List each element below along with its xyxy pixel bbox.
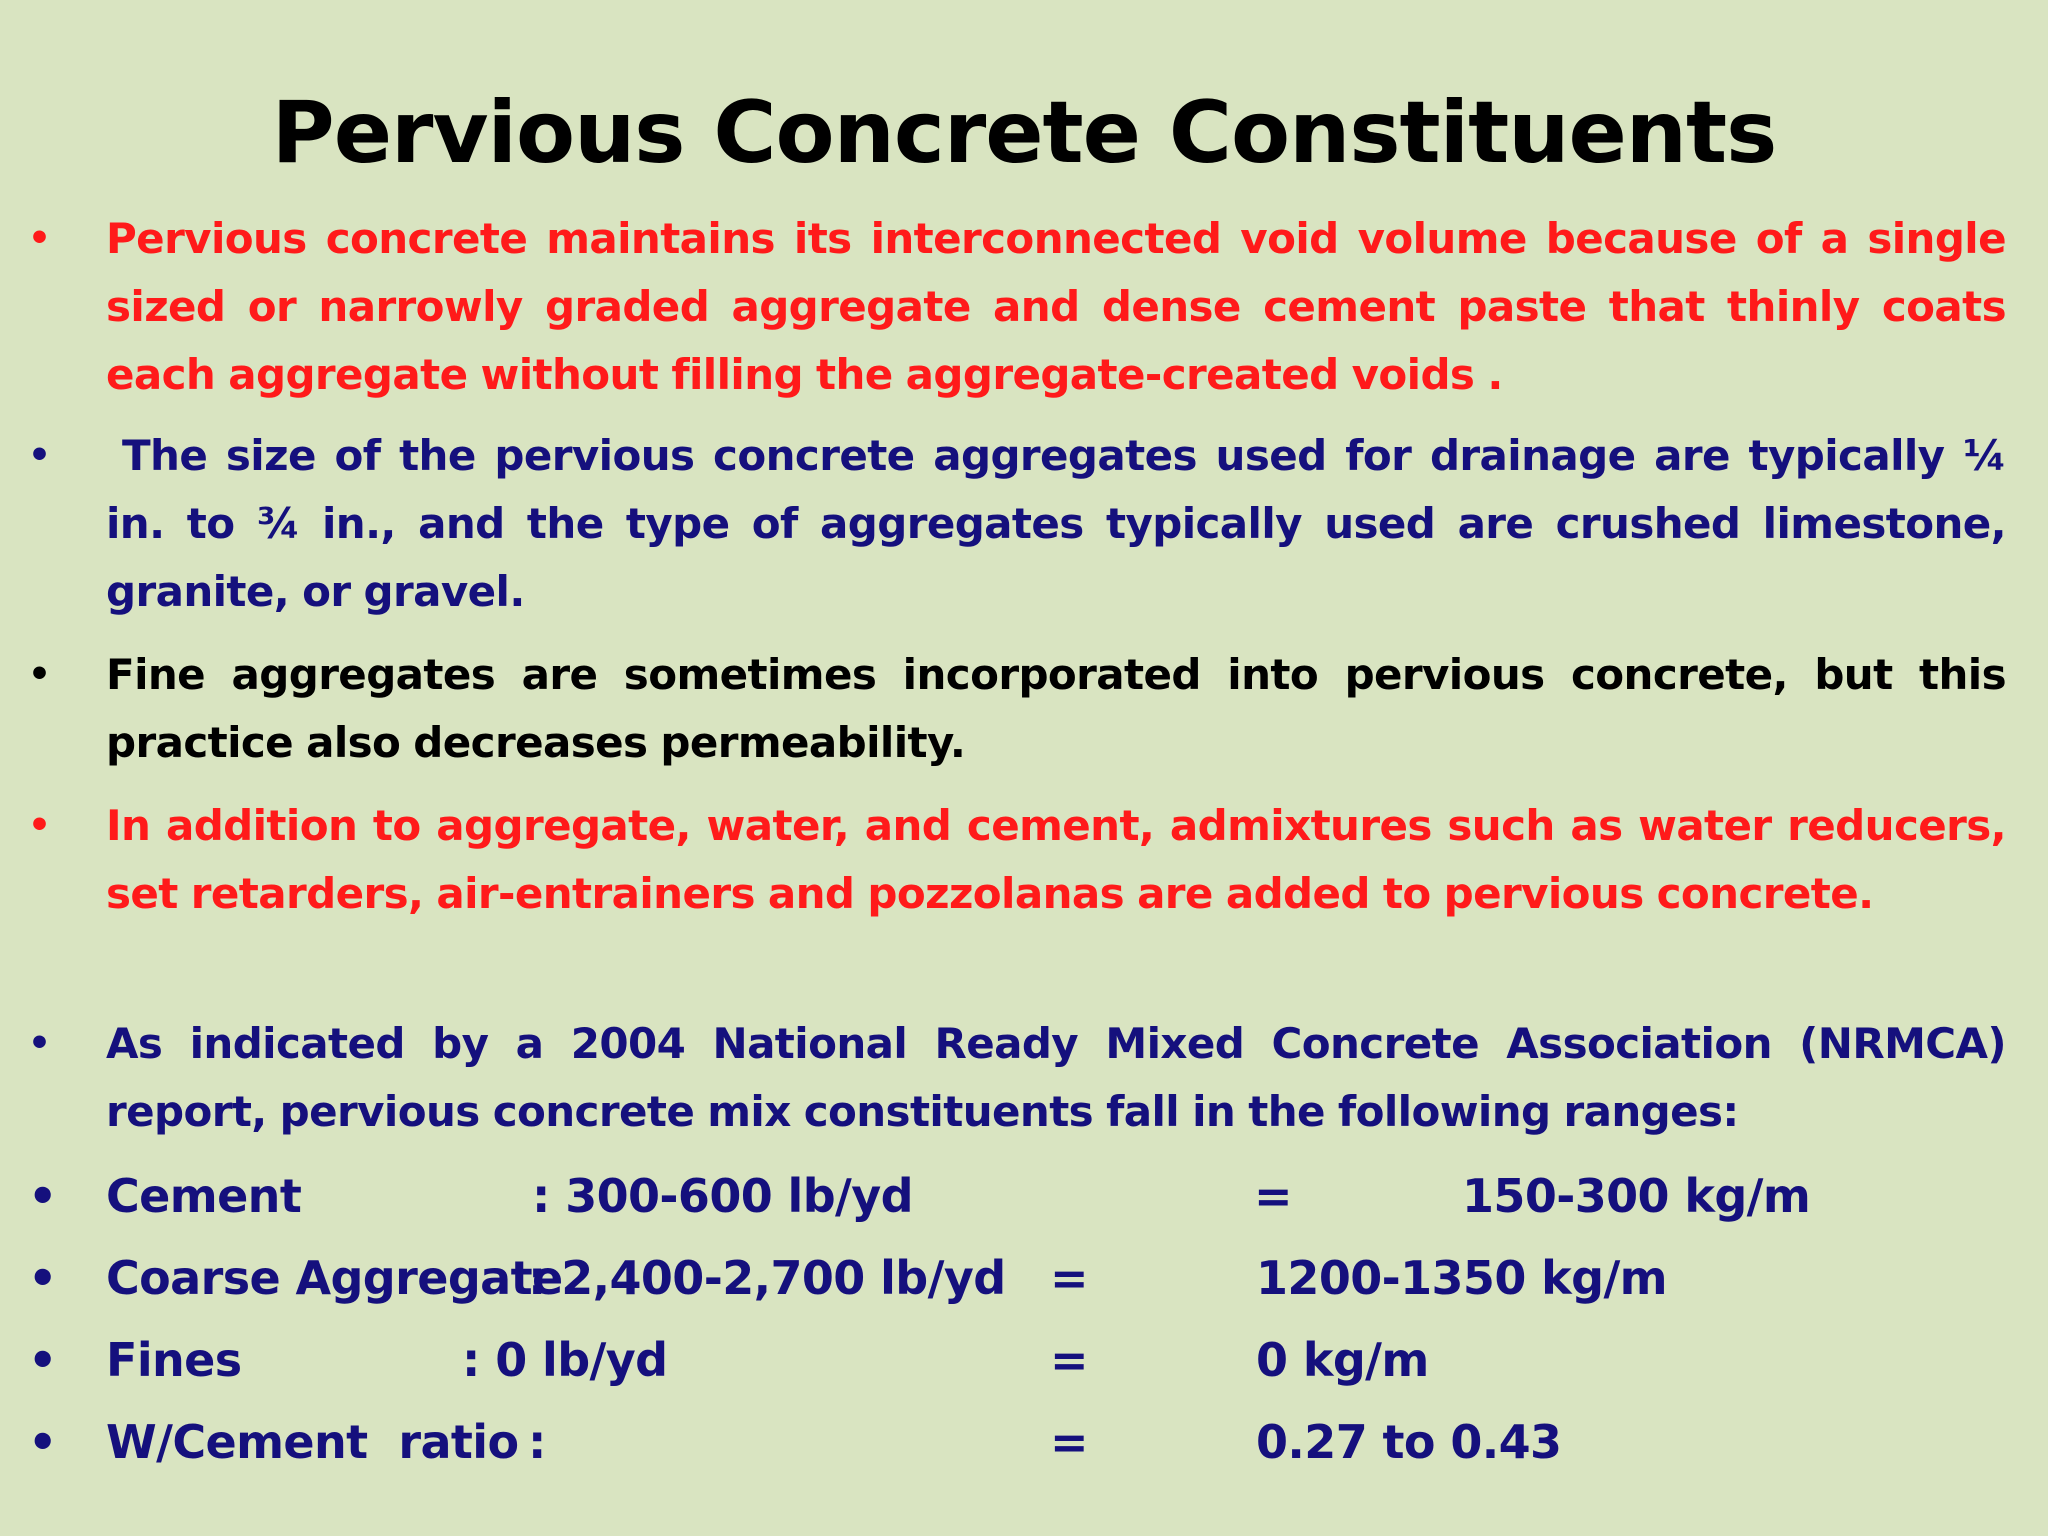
- mix-label: Cement: [106, 1169, 302, 1223]
- mix-metric: 1200-1350 kg/m: [1256, 1251, 1668, 1305]
- mix-label: Coarse Aggregate: [106, 1251, 563, 1305]
- bullet-glyph: •: [28, 218, 52, 259]
- mix-equals: =: [1254, 1169, 1292, 1223]
- mix-imperial: : 0 lb/yd: [462, 1333, 668, 1387]
- mix-equals: =: [1050, 1333, 1088, 1387]
- bullet-text: As indicated by a 2004 National Ready Mixed Concrete Association (NRMCA) report, pervious concrete mix constituents fall in the following ranges:: [106, 1019, 2006, 1136]
- bullet-glyph: •: [28, 1415, 57, 1469]
- bullet-glyph: •: [28, 1333, 57, 1387]
- bullet-glyph: •: [28, 435, 52, 476]
- bullet-glyph: •: [28, 1169, 57, 1223]
- bullet-glyph: •: [28, 654, 52, 695]
- mix-imperial: : 300-600 lb/yd: [532, 1169, 913, 1223]
- bullet-glyph: •: [28, 1251, 57, 1305]
- bullet-text: Fine aggregates are sometimes incorporated into pervious concrete, but this practice also decreases permeability.: [106, 650, 2006, 767]
- mix-metric: 150-300 kg/m: [1462, 1169, 1811, 1223]
- mix-equals: =: [1050, 1251, 1088, 1305]
- mix-row-fines: [0, 1326, 2048, 1394]
- mix-label: Fines: [106, 1333, 242, 1387]
- bullet-text: The size of the pervious concrete aggregates used for drainage are typically ¼ in. to ¾ in., and the type of aggregates typically used are crushed limestone, granite, or gravel.: [106, 431, 2006, 616]
- mix-row-w-cement-ratio: [0, 1408, 2048, 1476]
- slide-title: Pervious Concrete Constituents: [271, 83, 1777, 183]
- mix-metric: 0.27 to 0.43: [1256, 1415, 1562, 1469]
- mix-equals: =: [1050, 1415, 1088, 1469]
- mix-imperial: :: [528, 1415, 546, 1469]
- mix-row-coarse-aggregate: [0, 1244, 2048, 1312]
- mix-label: W/Cement ratio: [106, 1415, 519, 1469]
- bullet-text: In addition to aggregate, water, and cement, admixtures such as water reducers, set retarders, air-entrainers and pozzolanas are added to pervious concrete.: [106, 801, 2006, 918]
- mix-row-cement: [0, 1162, 2048, 1230]
- bullet-text: Pervious concrete maintains its interconnected void volume because of a single sized or narrowly graded aggregate and dense cement paste that thinly coats each aggregate without filling the aggregate-created voids .: [106, 214, 2006, 399]
- mix-imperial: : 2,400-2,700 lb/yd: [528, 1251, 1006, 1305]
- mix-metric: 0 kg/m: [1256, 1333, 1429, 1387]
- bullet-glyph: •: [28, 1023, 52, 1064]
- bullet-glyph: •: [28, 805, 52, 846]
